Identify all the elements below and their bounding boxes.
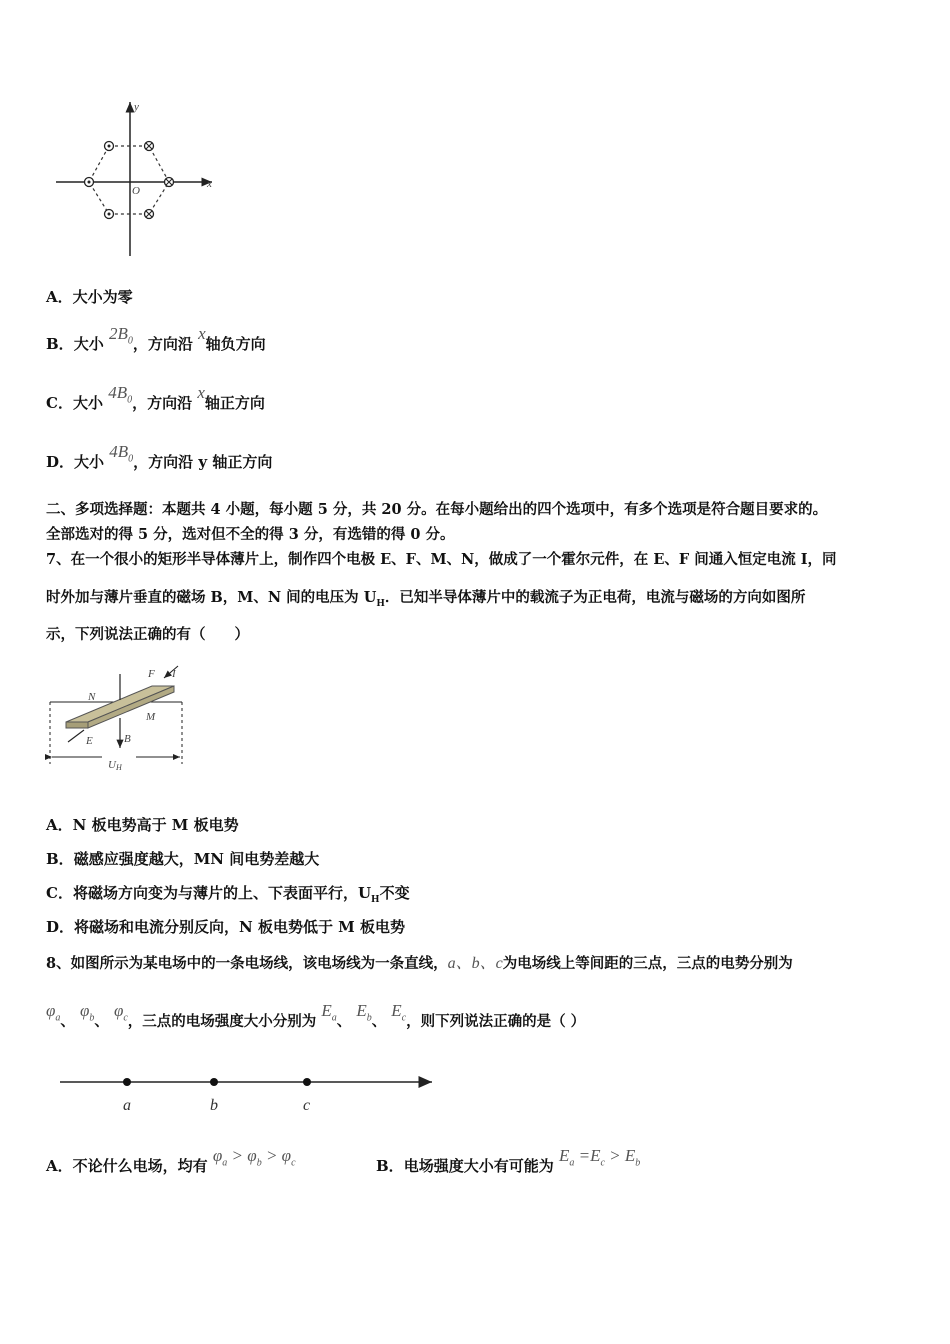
- point-a: [123, 1078, 131, 1086]
- section-2-heading: 二、多项选择题：本题共 4 小题，每小题 5 分，共 20 分。在每小题给出的四个选项中，有多个选项是符合题目要求的。: [46, 501, 828, 518]
- q8-stem-line2: $\varphi_a$、 $\varphi_b$、 $\varphi_c$，三点的电场强度大小分别为 $E_a$、 $E_b$、 $E_c$，则下列说法正确的是（ ）: [46, 1001, 586, 1030]
- voltage-uh-label: UH: [108, 759, 122, 772]
- q7-stem-line3: 示，下列说法正确的有（ ）: [46, 626, 249, 643]
- q7-stem-line1: 7、在一个很小的矩形半导体薄片上，制作四个电极 E、F、M、N，做成了一个霍尔元件，在 E、F 间通入恒定电流 I，同: [46, 551, 837, 568]
- q6-option-d[interactable]: D．大小 $4B_0$，方向沿 y 轴正方向: [46, 442, 273, 471]
- wire-into-page: [145, 210, 154, 219]
- point-b: [210, 1078, 218, 1086]
- q8-stem-line1: 8、如图所示为某电场中的一条电场线，该电场线为一条直线，a、b、c为电场线上等间距的三点，三点的电势分别为: [46, 955, 793, 972]
- current-i-label: I: [172, 668, 176, 680]
- magnitude-2b0: $2B_0$: [108, 324, 133, 347]
- wire-out-of-page: [85, 178, 94, 187]
- q7-option-a[interactable]: A．N 板电势高于 M 板电势: [46, 816, 239, 834]
- q7-stem-line2: 时外加与薄片垂直的磁场 B，M、N 间的电压为 $U_H$．已知半导体薄片中的载流子为正电荷，电流与磁场的方向如图所: [46, 589, 806, 609]
- magnitude-4b0: $4B_0$: [108, 383, 133, 406]
- q6-option-c[interactable]: C．大小 $4B_0$，方向沿 x轴正方向: [46, 383, 265, 412]
- electrode-f-label: F: [148, 668, 155, 680]
- section-2-scoring: 全部选对的得 5 分，选对但不全的得 3 分，有选错的得 0 分。: [46, 526, 455, 543]
- q6-option-a[interactable]: A．大小为零: [46, 288, 133, 306]
- point-a-label: a: [123, 1097, 131, 1114]
- wire-hexagon-figure: [52, 96, 232, 262]
- q7-option-c[interactable]: C．将磁场方向变为与薄片的上、下表面平行，$U_H$不变: [46, 884, 410, 905]
- hexagon-outline: [89, 146, 169, 214]
- point-c: [303, 1078, 311, 1086]
- y-axis-label: y: [134, 101, 139, 113]
- wire-out-of-page: [105, 210, 114, 219]
- x-axis-label: x: [207, 178, 212, 190]
- field-line-figure: [56, 1068, 440, 1118]
- field-b-label: B: [124, 733, 131, 745]
- q6-option-b[interactable]: B．大小 $2B_0$，方向沿 x轴负方向: [46, 324, 266, 353]
- q8-option-a[interactable]: A．不论什么电场，均有 $\varphi_a > \varphi_b > \varphi_c$: [46, 1146, 296, 1175]
- field-strength-relation: $E_a =E_c > E_b$: [558, 1146, 641, 1169]
- q7-option-d[interactable]: D．将磁场和电流分别反向，N 板电势低于 M 板电势: [46, 918, 405, 936]
- point-c-label: c: [303, 1097, 311, 1114]
- hall-element-figure: [44, 660, 194, 776]
- wire-into-page: [165, 178, 174, 187]
- potential-inequality: $\varphi_a > \varphi_b > \varphi_c$: [212, 1146, 296, 1169]
- q7-option-b[interactable]: B．磁感应强度越大，MN 间电势差越大: [46, 850, 320, 868]
- q8-option-b[interactable]: B．电场强度大小有可能为 $E_a =E_c > E_b$: [376, 1146, 641, 1175]
- electrode-e-label: E: [86, 735, 93, 747]
- electrode-m-label: M: [146, 711, 156, 723]
- magnitude-4b0: $4B_0$: [109, 442, 134, 465]
- wire-out-of-page: [105, 142, 114, 151]
- electrode-n-label: N: [88, 691, 96, 703]
- current-arrow: [164, 666, 178, 678]
- origin-label: O: [132, 185, 140, 197]
- wire-into-page: [145, 142, 154, 151]
- point-b-label: b: [210, 1097, 218, 1114]
